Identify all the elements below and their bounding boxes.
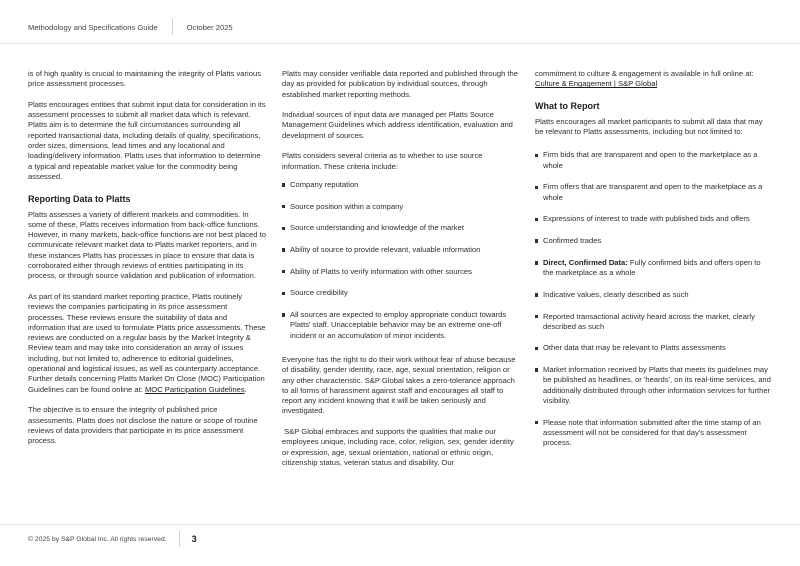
paragraph: Platts may consider verifiable data reported and published through the day as provided for publication by individual sources, through established market reporting methods. <box>282 69 518 99</box>
list-item: Company reputation <box>282 180 520 190</box>
criteria-list <box>282 180 520 341</box>
paragraph: Platts considers several criteria as to whether to use source information. These criteria include: <box>282 151 483 171</box>
paragraph: is of high quality is crucial to maintaining the integrity of Platts various price assessment processes. <box>28 69 261 89</box>
list-item: Please note that information submitted after the time stamp of an assessment will not be considered for that day's assessment process. <box>535 418 773 449</box>
list-item: Firm bids that are transparent and open to the marketplace as a whole <box>535 150 773 171</box>
paragraph: The objective is to ensure the integrity of published price assessments. Platts does not disclose the nature or scope of routine reviews of data providers that participate in its price assessment process. <box>28 405 258 446</box>
page-number: 3 <box>191 534 197 544</box>
list-item: Confirmed trades <box>535 236 773 246</box>
paragraph: Everyone has the right to do their work without fear of abuse because of disability, gender identity, race, age, sexual orientation, religion or any other characteristic. S&P Global takes a zero-tolerance approach to all forms of harassment against staff and encourages all staff to report any incident knowing that it will be taken seriously and investigated. <box>282 354 516 416</box>
page-footer <box>28 530 197 548</box>
list-item-label: Direct, Confirmed Data: <box>543 257 628 267</box>
list-item: Ability of source to provide relevant, valuable information <box>282 245 520 255</box>
paragraph: Individual sources of input data are managed per Platts Source Management Guidelines which address identification, evaluation and development of sources. <box>282 110 513 140</box>
list-item: Indicative values, clearly described as such <box>535 290 773 300</box>
header-date: October 2025 <box>186 22 233 32</box>
list-item: Source position within a company <box>282 202 520 212</box>
paragraph-end: . <box>244 384 247 394</box>
paragraph-text: commitment to culture & engagement is available in full online at: <box>535 69 754 78</box>
paragraph: Platts encourages all market participants to submit all data that may be relevant to Platts assessments, including but not limited to: <box>535 116 763 137</box>
list-item: Expressions of interest to trade with published bids and offers <box>535 214 773 224</box>
section-heading-what-to-report: What to Report <box>535 100 600 111</box>
paragraph-culture <box>535 69 773 90</box>
guide-title: Methodology and Specifications Guide <box>28 22 158 32</box>
paragraph-text: As part of its standard market reporting practice, Platts routinely reviews the companies participating in its price assessment processes. These reviews ensure the suitability of data and information that are used to formulate Platts price assessments. These reviews are conducted on a regular basis by the Market Integrity & Review team and may take into consideration an array of issues including, but not limited to, adherence to editorial guidelines, operational and logistical issues, as well as counterparty acceptance. Further details concerning Platts Market On Close (MOC) Participation Guidelines can be found online at: <box>28 291 266 394</box>
footer-divider <box>179 531 180 547</box>
column-3 <box>535 69 773 460</box>
column-2 <box>282 69 520 479</box>
list-item: Other data that may be relevant to Platts assessments <box>535 343 773 353</box>
list-item-direct-confirmed <box>535 258 773 279</box>
culture-engagement-link[interactable]: Culture & Engagement | S&P Global <box>535 79 658 89</box>
page-header <box>28 18 233 36</box>
paragraph-moc <box>28 292 266 395</box>
list-item: Source credibility <box>282 288 520 298</box>
moc-guidelines-link[interactable]: MOC Participation Guidelines <box>144 384 245 394</box>
column-1 <box>28 69 266 457</box>
list-item: All sources are expected to employ appropriate conduct towards Platts' staff. Unacceptable behavior may be an extreme one-off incident or an accumulation of minor incidents. <box>282 310 520 341</box>
footer-rule <box>0 524 800 525</box>
copyright: © 2025 by S&P Global Inc. All rights reserved. <box>28 535 167 543</box>
section-heading-reporting-data: Reporting Data to Platts <box>28 193 131 204</box>
header-rule <box>0 43 800 44</box>
list-item-text: Fully confirmed bids and offers open to the marketplace as a whole <box>543 257 761 278</box>
header-divider <box>172 19 173 35</box>
list-item: Firm offers that are transparent and open to the marketplace as a whole <box>535 182 773 203</box>
list-item: Source understanding and knowledge of the market <box>282 223 520 233</box>
list-item: Ability of Platts to verify information with other sources <box>282 267 520 277</box>
report-list <box>535 150 773 448</box>
list-item: Market information received by Platts that meets its guidelines may be published as headlines, or 'heards', on its real-time services, and additionally distributed through other information services for further visibility. <box>535 365 773 406</box>
paragraph: Platts assesses a variety of different markets and commodities. In some of these, Platts receives information from back-office functions. However, in many markets, back-office functions are not best placed to communicate relevant market data to Platts market reporters, and in these instances Platts has processes in place to ensure that data is corroborated either through reviews of entities participating in its process, or through source validation and publication of information. <box>28 209 266 281</box>
paragraph: Platts encourages entities that submit input data for consideration in its assessment processes to submit all market data which is relevant. Platts aim is to determine the full circumstances surrounding all reported transactional data, including details of quality, specifications, order sizes, dimensions, lead times and any locational and loading/delivery information. Platts uses that information to determine a typical and repeatable market value for the commodity being assessed. <box>28 99 266 181</box>
list-item: Reported transactional activity heard across the market, clearly described as such <box>535 312 773 333</box>
paragraph: S&P Global embraces and supports the qualities that make our employees unique, including race, color, religion, sex, gender identity or expression, age, sexual orientation, national or ethnic origin, citizenship status, veteran status and disability. Our <box>282 427 516 467</box>
